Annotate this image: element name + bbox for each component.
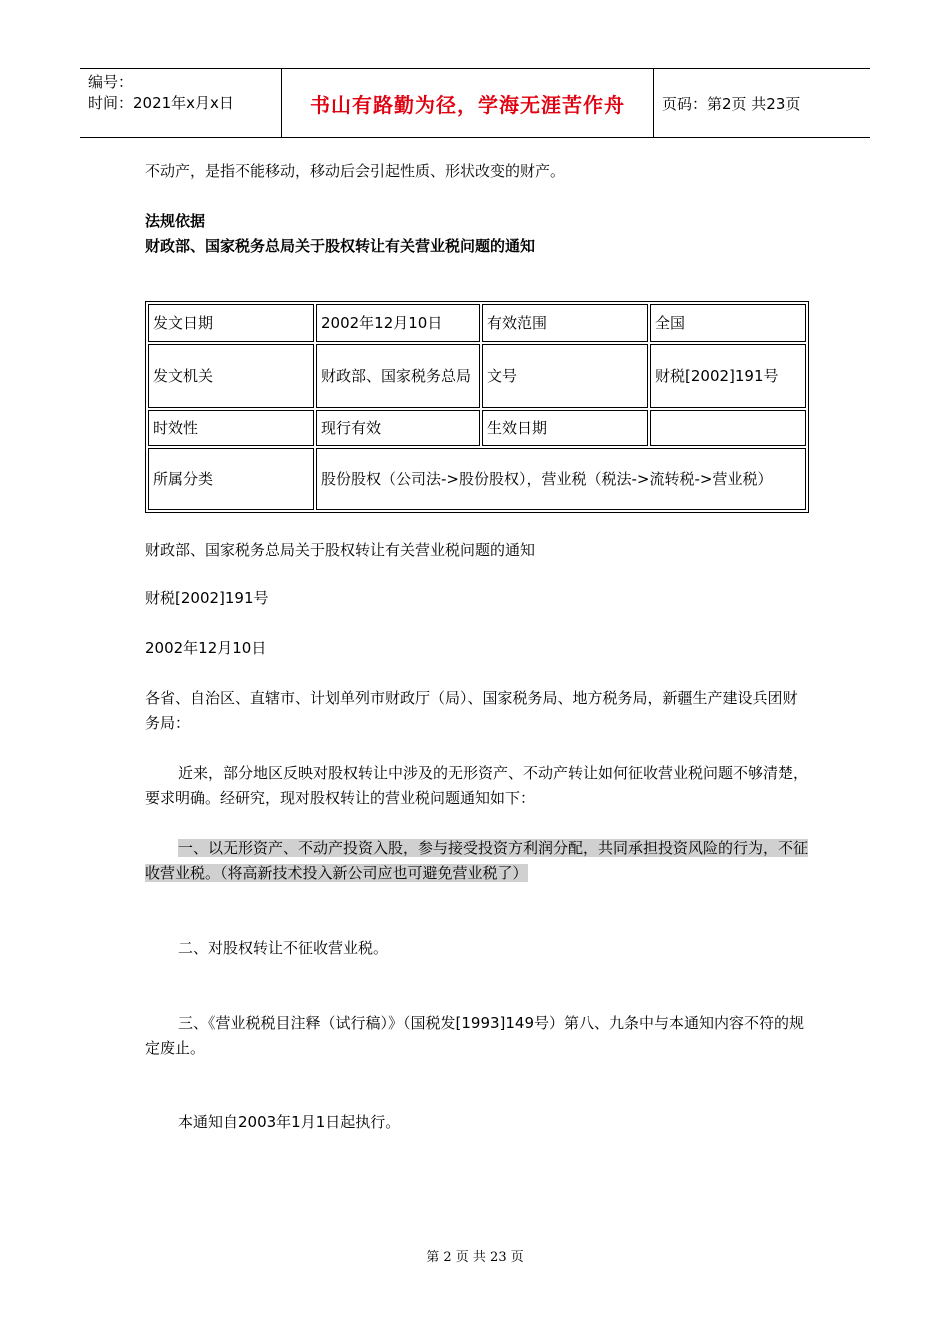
- header-motto: 书山有路勤为径，学海无涯苦作舟: [310, 92, 625, 117]
- body-title: 财政部、国家税务总局关于股权转让有关营业税问题的通知: [145, 541, 536, 559]
- document-time-label: 时间：2021年x月x日: [88, 94, 234, 112]
- issue-date-value: 2002年12月10日: [316, 304, 480, 342]
- intro-paragraph: 不动产，是指不能移动，移动后会引起性质、形状改变的财产。: [145, 162, 566, 180]
- document-info-table: [145, 301, 809, 513]
- scope-label: 有效范围: [482, 304, 648, 342]
- highlighted-text: 一、以无形资产、不动产投资入股，参与接受投资方利润分配，共同承担投资风险的行为，不征收营业税。（将高新技术投入新公司应也可避免营业税了）: [145, 839, 809, 882]
- page-footer: 第 2 页 共 23 页: [426, 1250, 524, 1265]
- scope-value: 全国: [650, 304, 806, 342]
- table-row: [148, 304, 806, 342]
- effective-date-value: [650, 410, 806, 446]
- doc-number-label: 文号: [482, 344, 648, 408]
- header-motto-cell: [282, 69, 654, 137]
- document-number-label: 编号：: [88, 73, 134, 91]
- table-row: [148, 344, 806, 408]
- doc-number-value: 财税[2002]191号: [650, 344, 806, 408]
- body-intro: 近来，部分地区反映对股权转让中涉及的无形资产、不动产转让如何征收营业税问题不够清楚，要求明确。经研究，现对股权转让的营业税问题通知如下：: [145, 764, 809, 807]
- table-row: [148, 448, 806, 510]
- body-item-1: [145, 836, 810, 886]
- body-closing: 本通知自2003年1月1日起执行。: [178, 1113, 401, 1131]
- header-page-cell: [654, 69, 870, 137]
- page-header: [80, 68, 870, 138]
- document-title: 财政部、国家税务总局关于股权转让有关营业税问题的通知: [145, 237, 536, 255]
- issuer-value: 财政部、国家税务总局: [316, 344, 480, 408]
- effective-date-label: 生效日期: [482, 410, 648, 446]
- body-addressees: 各省、自治区、直辖市、计划单列市财政厅（局）、国家税务局、地方税务局，新疆生产建设兵团财务局：: [145, 689, 798, 732]
- category-label: 所属分类: [148, 448, 314, 510]
- issuer-label: 发文机关: [148, 344, 314, 408]
- body-item-2: 二、对股权转让不征收营业税。: [178, 939, 389, 957]
- validity-value: 现行有效: [316, 410, 480, 446]
- body-date: 2002年12月10日: [145, 639, 267, 657]
- basis-heading: 法规依据: [145, 212, 206, 230]
- header-page-number: 页码：第2页 共23页: [662, 94, 801, 113]
- body-item-3: 三、《营业税税目注释（试行稿）》（国税发[1993]149号）第八、九条中与本通知内容不符的规定废止。: [145, 1014, 805, 1057]
- body-doc-number: 财税[2002]191号: [145, 589, 269, 607]
- table-row: [148, 410, 806, 446]
- validity-label: 时效性: [148, 410, 314, 446]
- issue-date-label: 发文日期: [148, 304, 314, 342]
- category-value: 股份股权（公司法->股份股权），营业税（税法->流转税->营业税）: [316, 448, 806, 510]
- header-meta: [80, 69, 282, 137]
